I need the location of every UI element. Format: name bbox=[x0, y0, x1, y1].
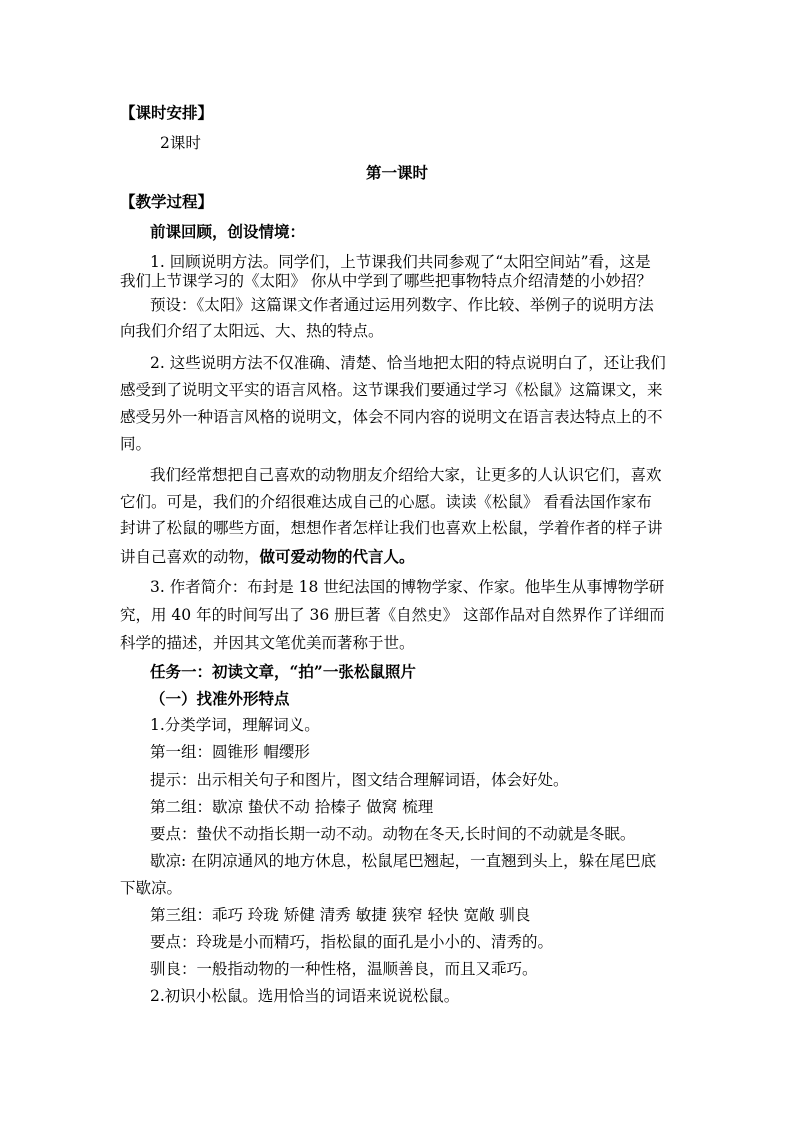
review-p2-line2: 向我们介绍了太阳远、大、热的特点。 bbox=[120, 322, 384, 340]
review-p3-line2: 感受到了说明文平实的语言风格。这节课我们要通过学习《松鼠》这篇课文，来 bbox=[120, 381, 663, 399]
task1-group3-note2: 驯良：一般指动物的一种性格，温顺善良，而且又乖巧。 bbox=[150, 960, 538, 978]
review-p5-line3: 科学的描述，并因其文笔优美而著称于世。 bbox=[120, 634, 415, 652]
task1-group2-note: 要点：蛰伏不动指长期一动不动。动物在冬天,长时间的不动就是冬眠。 bbox=[150, 825, 636, 843]
review-p2-line1: 预设：《太阳》这篇课文作者通过运用列数字、作比较、举例子的说明方法 bbox=[150, 296, 654, 314]
task1-group3: 第三组：乖巧 玲珑 矫健 清秀 敏捷 狭窄 轻快 宽敞 驯良 bbox=[150, 906, 531, 924]
task1-group2-note2-line1: 歇凉: 在阴凉通风的地方休息，松鼠尾巴翘起，一直翘到头上，躲在尾巴底 bbox=[150, 852, 657, 870]
task1-group2: 第二组：歇凉 蛰伏不动 拾榛子 做窝 梳理 bbox=[150, 798, 434, 816]
review-p5-line1: 3. 作者简介：布封是 18 世纪法国的博物学家、作家。他毕生从事博物学研 bbox=[150, 578, 665, 596]
task1-group2-note2-line2: 下歇凉。 bbox=[120, 879, 183, 897]
review-p4-line1: 我们经常想把自己喜欢的动物朋友介绍给大家，让更多的人认识它们，喜欢 bbox=[150, 466, 662, 484]
review-p5-line2: 究，用 40 年的时间写出了 36 册巨著《自然史》 这部作品对自然界作了详细而 bbox=[120, 606, 665, 624]
schedule-value: 2课时 bbox=[160, 134, 201, 152]
task1-group1-tip: 提示：出示相关句子和图片，图文结合理解词语，体会好处。 bbox=[150, 771, 569, 789]
review-p4-line4 bbox=[120, 549, 415, 566]
task1-group3-note: 要点：玲珑是小而精巧，指松鼠的面孔是小小的、清秀的。 bbox=[150, 933, 554, 951]
task1-title: 任务一：初读文章，“拍”一张松鼠照片 bbox=[150, 662, 416, 681]
review-p4-last: 讲自己喜欢的动物， bbox=[120, 548, 260, 566]
task1-step2: 2.初识小松鼠。选用恰当的词语来说说松鼠。 bbox=[150, 987, 460, 1005]
review-heading: 前课回顾，创设情境： bbox=[150, 222, 306, 241]
review-p3-line3: 感受另外一种语言风格的说明文，体会不同内容的说明文在语言表达特点上的不 bbox=[120, 408, 663, 426]
schedule-heading: 【课时安排】 bbox=[120, 103, 214, 122]
process-heading: 【教学过程】 bbox=[120, 192, 214, 211]
task1-group1: 第一组：圆锥形 帽缨形 bbox=[150, 743, 310, 761]
review-p1-line1: 1. 回顾说明方法。同学们，上节课我们共同参观了“太阳空间站”看，这是 bbox=[150, 253, 651, 271]
review-p1-line2: 我们上节课学习的《太阳》 你从中学到了哪些把事物特点介绍清楚的小妙招？ bbox=[120, 272, 652, 290]
lesson-title: 第一课时 bbox=[365, 163, 428, 182]
review-p4-bold: 做可爱动物的代言人。 bbox=[259, 547, 415, 566]
review-p3-line1: 2. 这些说明方法不仅准确、清楚、恰当地把太阳的特点说明白了，还让我们 bbox=[150, 354, 666, 372]
review-p3-line4: 同。 bbox=[120, 435, 152, 453]
review-p4-line3: 封讲了松鼠的哪些方面，想想作者怎样让我们也喜欢上松鼠，学着作者的样子讲 bbox=[120, 519, 663, 537]
task1-subheading: （一）找准外形特点 bbox=[150, 689, 290, 708]
task1-step1: 1.分类学词，理解词义。 bbox=[150, 716, 320, 734]
review-p4-line2: 它们。可是，我们的介绍很难达成自己的心愿。读读《松鼠》 看看法国作家布 bbox=[120, 493, 652, 511]
